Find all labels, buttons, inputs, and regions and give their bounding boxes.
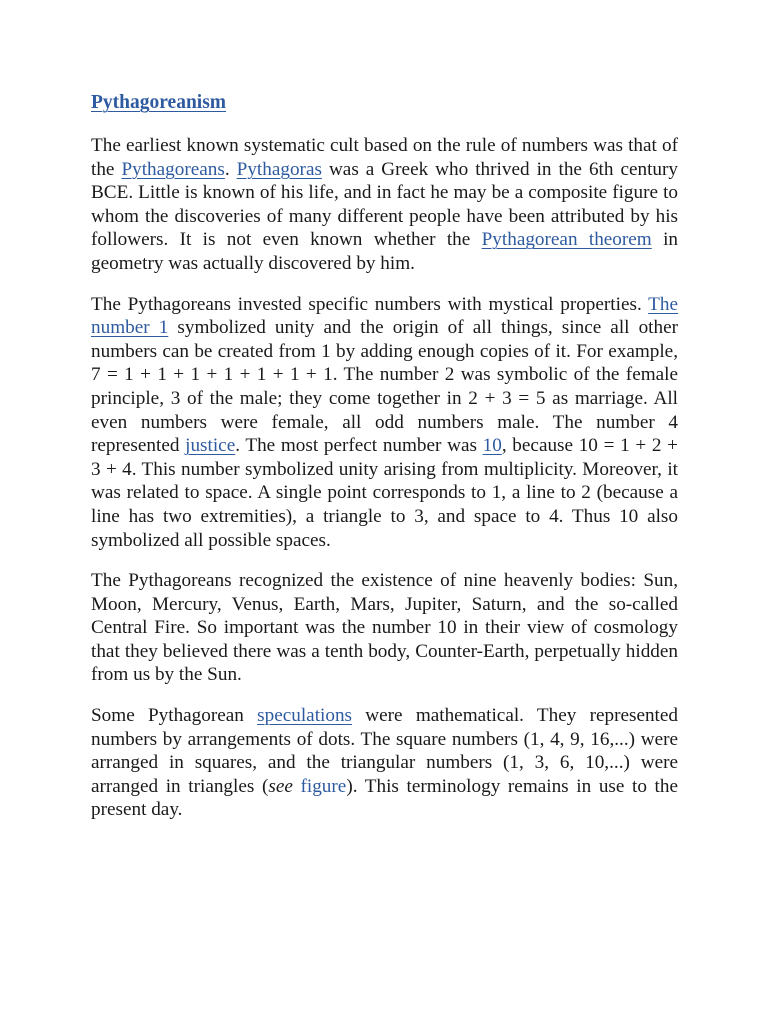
- paragraph-3: [91, 569, 678, 687]
- p3-text-1: The Pythagoreans recognized the existence of nine heavenly bodies: Sun, Moon, Mercury, Venus, Earth, Mars, Jupiter, Saturn, and the so-called Central Fire. So important was the number 10 in their view of cosmology that they believed there was a tenth body, Counter-Earth, perpetually hidden from us by the Sun.: [91, 570, 678, 686]
- p1-text-4: in geometry was actually discovered by him.: [91, 229, 678, 274]
- link-pythagoras[interactable]: Pythagoras: [236, 158, 322, 180]
- p2-text-2: symbolized unity and the origin of all things, since all other numbers can be created from 1 by adding enough copies of it. For example, 7 = 1 + 1 + 1 + 1 + 1 + 1 + 1. The number 2 was symbolic of the female principle, 3 of the male; they come together in 2 + 3 = 5 as marriage. All even numbers were female, all odd numbers male. The number 4 represented: [91, 317, 678, 457]
- p1-text-3: was a Greek who thrived in the 6th century BCE. Little is known of his life, and in fact he may be a composite figure to whom the discoveries of many different people have been attributed by his followers. It is not even known whether the: [91, 158, 679, 251]
- paragraph-1: [91, 134, 678, 276]
- p1-text-1: The earliest known systematic cult based on the rule of numbers was that of the: [91, 135, 678, 180]
- p4-text-4: ). This terminology remains in use to the present day.: [91, 775, 678, 821]
- article-title: Pythagoreanism: [91, 92, 227, 113]
- p1-text-2: .: [224, 158, 237, 180]
- p4-text-2: were mathematical. They represented numbers by arrangements of dots. The square numbers (1, 4, 9, 16,...) were arranged in squares, and the triangular numbers (1, 3, 6, 10,...) were arranged in triangles (: [91, 705, 678, 797]
- paragraph-4: [91, 704, 678, 822]
- link-pythagoreans[interactable]: Pythagoreans: [121, 158, 225, 180]
- link-the-number-1[interactable]: The number 1: [91, 293, 678, 339]
- link-speculations[interactable]: speculations: [257, 705, 353, 727]
- link-number-10[interactable]: 10: [482, 435, 502, 457]
- link-justice[interactable]: justice: [185, 435, 236, 457]
- paragraph-2: [91, 293, 678, 553]
- p2-text-1: The Pythagoreans invested specific numbers with mystical properties.: [91, 293, 649, 315]
- link-figure[interactable]: figure: [300, 775, 347, 797]
- see-italic: see: [268, 775, 293, 797]
- p4-text-1: Some Pythagorean: [91, 705, 258, 727]
- p2-text-4: , because 10 = 1 + 2 + 3 + 4. This number symbolized unity arising from multiplicity. Moreover, it was related to space. A single point corresponds to 1, a line to 2 (because a line has two extremities), a triangle to 3, and space to 4. Thus 10 also symbolized all possible spaces.: [91, 435, 678, 551]
- link-pythagorean-theorem[interactable]: Pythagorean theorem: [481, 229, 652, 251]
- p2-text-3: . The most perfect number was: [235, 435, 483, 457]
